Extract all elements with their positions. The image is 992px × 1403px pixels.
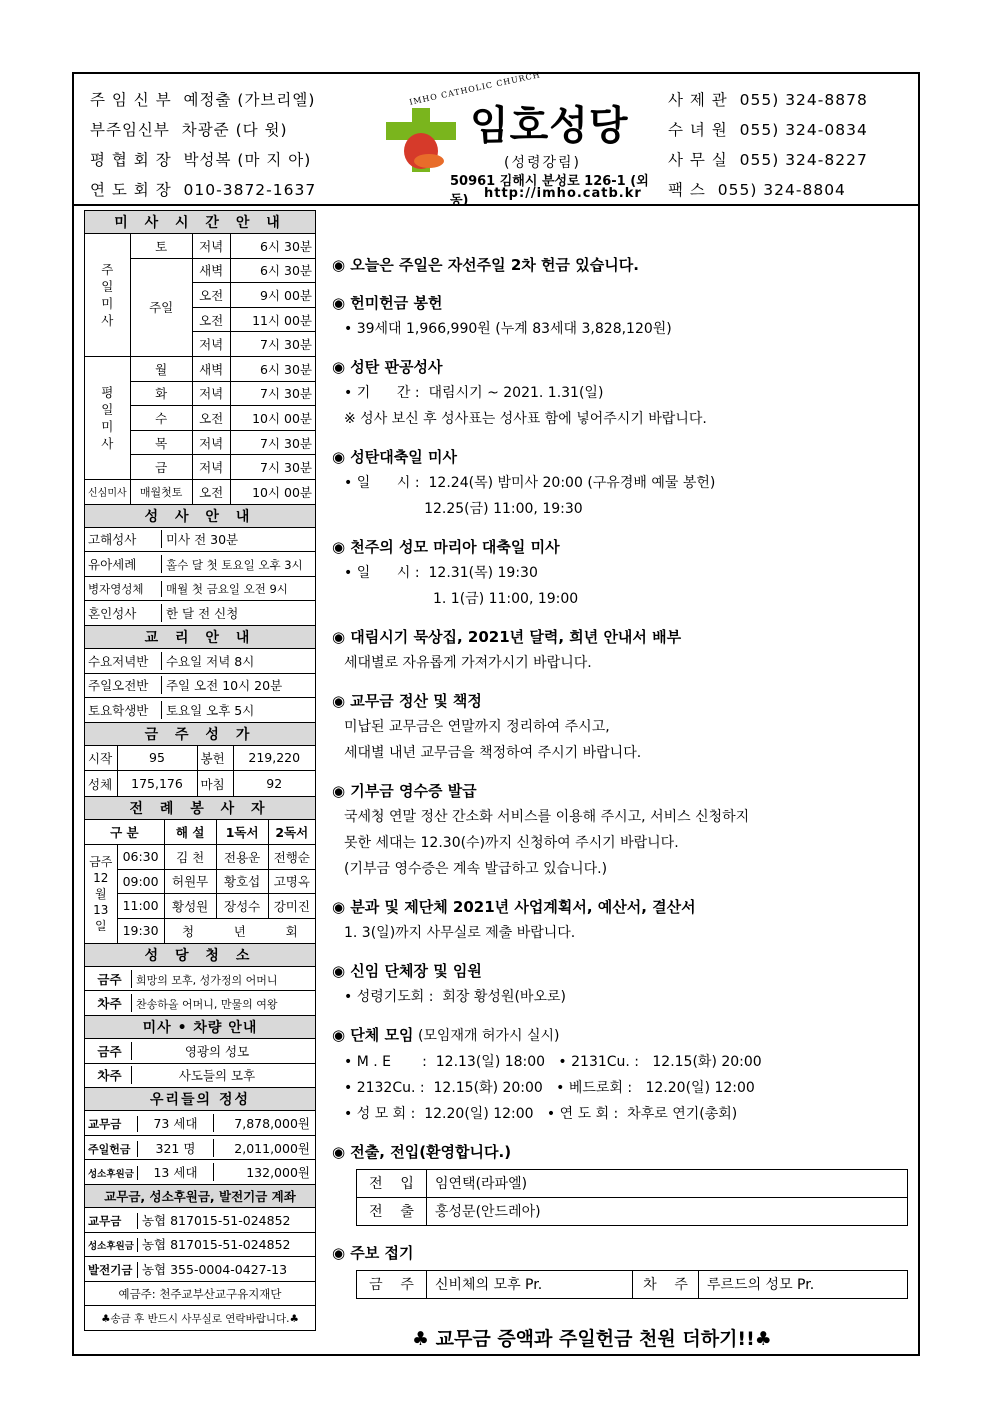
notice-heading: ◉ 오늘은 주일은 자선주일 2차 헌금 있습니다.: [332, 256, 639, 274]
notice-heading: ◉ 신임 단체장 및 임원: [332, 962, 482, 980]
info-sidebar: [84, 210, 316, 1331]
notice-item: [332, 290, 912, 342]
hymn-label: 성체: [85, 771, 117, 796]
account-row: 발전기금 농협 355-0004-0427-13: [85, 1257, 316, 1282]
servers-name: 황호섭: [216, 869, 268, 894]
mass-period: 저녁: [192, 234, 230, 259]
notice-heading: ◉ 단체 모임 (모임재개 허가시 실시): [332, 1026, 560, 1044]
mass-period: 새벽: [192, 356, 230, 381]
sacrament-row: 고해성사 미사 전 30분: [85, 527, 316, 552]
notice-item: [332, 252, 912, 278]
mass-period: 오전: [192, 479, 230, 504]
servers-header: 구 분: [85, 820, 164, 845]
doctrine-row: 토요학생반 토요일 오후 5시: [85, 698, 316, 723]
notice-line: 12.25(금) 11:00, 19:30: [344, 501, 583, 517]
bulletin-label: 차 주: [633, 1271, 699, 1299]
servers-time: 11:00: [117, 894, 164, 919]
notice-line: 1. 1(금) 11:00, 19:00: [344, 591, 579, 607]
church-logo: [374, 70, 654, 208]
flame-icon-base: [414, 154, 444, 168]
mass-time: 6시 30분: [230, 258, 315, 283]
mass-period: 오전: [192, 406, 230, 431]
servers-name: 장성수: [216, 894, 268, 919]
vehicle-row: 금주 영광의 성모: [85, 1039, 316, 1064]
hymn-row: [85, 745, 316, 771]
notice-heading: ◉ 기부금 영수증 발급: [332, 782, 477, 800]
header-right-row: 사 제 관 055) 324-8878: [668, 91, 868, 109]
cleaning-row: 금주 희망의 모후, 성가정의 어머니: [85, 966, 316, 991]
doctrine-title: 교 리 안 내: [85, 625, 316, 648]
account-row: 교무금 농협 817015-51-024852: [85, 1208, 316, 1233]
mass-day: 매월첫토: [130, 479, 192, 504]
bulletin-value: 루르드의 성모 Pr.: [699, 1271, 908, 1299]
account-holder: 예금주: 천주교부산교구유지재단: [85, 1281, 316, 1306]
church-url[interactable]: http://imho.catb.kr: [484, 186, 642, 201]
doctrine-row: 주일오전반 주일 오전 10시 20분: [85, 673, 316, 698]
notice-line: • 39세대 1,966,990원 (누계 83세대 3,828,120원): [344, 321, 672, 337]
mass-time: 11시 00분: [230, 307, 315, 332]
mass-period: 새벽: [192, 258, 230, 283]
doctrine-row: 수요저녁반 수요일 저녁 8시: [85, 648, 316, 673]
header-right-row: 팩 스 055) 324-8804: [668, 181, 846, 199]
mass-time: 10시 00분: [230, 479, 315, 504]
notice-line: • 2132Cu. : 12.15(화) 20:00 • 베드로회 : 12.20(일) 12:00: [344, 1080, 755, 1096]
accounts-title: 교무금, 성소후원금, 발전기금 계좌: [85, 1185, 316, 1208]
mass-title: 미 사 시 간 안 내: [85, 211, 316, 234]
servers-name: 허원무: [164, 869, 216, 894]
mass-period: 저녁: [192, 455, 230, 480]
notice-item: [332, 1022, 912, 1127]
hymn-row: [85, 771, 316, 797]
notice-line: 못한 세대는 12.30(수)까지 신청하여 주시기 바랍니다.: [344, 835, 679, 851]
notice-line: • 성 모 회 : 12.20(일) 12:00 • 연 도 회 : 차후로 연기(총회): [344, 1106, 738, 1122]
hymn-label: 시작: [85, 746, 117, 771]
mass-period: 오전: [192, 283, 230, 308]
servers-time: 06:30: [117, 844, 164, 869]
vehicle-title: 미사 • 차량 안내: [85, 1016, 316, 1039]
notice-item: [332, 778, 912, 882]
header-left-row: 평 협 회 장 박성복 (마 지 아): [90, 151, 312, 169]
servers-name: 청 년 회: [181, 923, 298, 939]
servers-name: 강미진: [268, 894, 315, 919]
servers-date-label: 금주 12 월 13 일: [85, 844, 117, 942]
offering-title: 우리들의 정성: [85, 1088, 316, 1111]
notice-item: [332, 624, 912, 676]
hymn-value: 95: [117, 746, 197, 771]
header-left-row: 부주임신부 차광준 (다 윗): [90, 121, 288, 139]
bulletin-page: [72, 72, 920, 1356]
header-left-row: 주 임 신 부 예정출 (가브리엘): [90, 91, 316, 109]
notice-line: (기부금 영수증은 계속 발급하고 있습니다.): [344, 861, 608, 877]
mass-time: 9시 00분: [230, 283, 315, 308]
hymn-value: 175,176: [117, 771, 197, 796]
notice-line: • M . E : 12.13(일) 18:00 • 2131Cu. : 12.15(화) 20:00: [344, 1054, 762, 1070]
mass-time: 7시 30분: [230, 381, 315, 406]
sacrament-row: 병자영성체 매월 첫 금요일 오전 9시: [85, 576, 316, 601]
header-right-row: 수 녀 원 055) 324-0834: [668, 121, 868, 139]
bulletin-table: [356, 1270, 908, 1299]
bulletin-section: [332, 1240, 912, 1299]
mass-day: 화: [130, 381, 192, 406]
notice-item: [332, 444, 912, 522]
cleaning-title: 성 당 청 소: [85, 943, 316, 966]
notice-heading-sub: (모임재개 허가시 실시): [413, 1028, 560, 1044]
offering-row: 교무금 73 세대 7,878,000원: [85, 1111, 316, 1136]
vehicle-row: 차주 사도들의 모후: [85, 1063, 316, 1088]
mass-day: 토: [130, 234, 192, 259]
notices: [332, 252, 912, 1311]
notice-line: • 기 간 : 대림시기 ~ 2021. 1.31(일): [344, 385, 604, 401]
servers-name: 김 천: [164, 844, 216, 869]
transfer-table: [356, 1169, 908, 1226]
sacrament-title: 성 사 안 내: [85, 504, 316, 527]
notice-heading: ◉ 전출, 전입(환영합니다.): [332, 1143, 512, 1161]
notice-line: 세대별 내년 교무금을 책정하여 주시기 바랍니다.: [344, 745, 642, 761]
header: [74, 70, 918, 208]
notice-list: [332, 252, 912, 1127]
cleaning-row: 차주 찬송하올 어머니, 만물의 여왕: [85, 991, 316, 1016]
transfer-label: 전 입: [357, 1170, 427, 1198]
bulletin-value: 신비체의 모후 Pr.: [427, 1271, 633, 1299]
servers-name: 고명옥: [268, 869, 315, 894]
header-right-row: 사 무 실 055) 324-8227: [668, 151, 868, 169]
servers-name: 황성원: [164, 894, 216, 919]
church-name: 임호성당: [470, 103, 629, 149]
notice-item: [332, 958, 912, 1010]
notice-heading: ◉ 교무금 정산 및 책정: [332, 692, 482, 710]
account-note: ♣송금 후 반드시 사무실로 연락바랍니다.♣: [85, 1306, 316, 1331]
notice-item: [332, 894, 912, 946]
hymn-title: 금 주 성 가: [85, 722, 316, 745]
notice-line: 세대별로 자유롭게 가져가시기 바랍니다.: [344, 655, 592, 671]
bulletin-label: 금 주: [357, 1271, 427, 1299]
sacrament-row: 유아세례 홀수 달 첫 토요일 오후 3시: [85, 552, 316, 577]
servers-time: 19:30: [117, 918, 164, 943]
account-row: 성소후원금 농협 817015-51-024852: [85, 1232, 316, 1257]
weekday-mass-label: 평 일 미 사: [85, 356, 131, 479]
church-address: 50961 김해시 분성로 126-1 (외동): [450, 174, 649, 208]
mass-day: 주일: [130, 258, 192, 356]
notice-heading: ◉ 천주의 성모 마리아 대축일 미사: [332, 538, 560, 556]
offering-row: 주일헌금 321 명 2,011,000원: [85, 1135, 316, 1160]
mass-period: 저녁: [192, 381, 230, 406]
notice-item: [332, 534, 912, 612]
transfer-name: 임연택(라파엘): [427, 1170, 908, 1198]
mass-time: 6시 30분: [230, 356, 315, 381]
notice-heading: ◉ 성탄대축일 미사: [332, 448, 457, 466]
mass-time: 7시 30분: [230, 430, 315, 455]
info-table: [84, 210, 316, 1331]
hymn-label: 봉헌: [197, 746, 233, 771]
notice-line: • 일 시 : 12.24(목) 밤미사 20:00 (구유경배 예물 봉헌): [344, 475, 716, 491]
mass-time: 10시 00분: [230, 406, 315, 431]
header-left-row: 연 도 회 장 010-3872-1637: [90, 181, 317, 199]
heart-mass-label: 신심미사: [85, 479, 131, 504]
notice-heading: ◉ 분과 및 제단체 2021년 사업계획서, 예산서, 결산서: [332, 898, 696, 916]
mass-day: 금: [130, 455, 192, 480]
servers-header: 1독서: [216, 820, 268, 845]
mass-time: 7시 30분: [230, 455, 315, 480]
notice-line: • 일 시 : 12.31(목) 19:30: [344, 565, 538, 581]
notice-heading: ◉ 주보 접기: [332, 1244, 414, 1262]
mass-period: 오전: [192, 307, 230, 332]
notice-item: [332, 354, 912, 432]
mass-day: 목: [130, 430, 192, 455]
footer-slogan: ♣ 교무금 증액과 주일헌금 천원 더하기!!♣: [412, 1328, 772, 1350]
notice-line: • 성령기도회 : 회장 황성원(바오로): [344, 989, 566, 1005]
notice-line: 1. 3(일)까지 사무실로 제출 바랍니다.: [344, 925, 576, 941]
hymn-value: 219,220: [248, 750, 301, 766]
servers-name: 전행순: [268, 844, 315, 869]
mass-period: 저녁: [192, 332, 230, 357]
transfer-section: [332, 1139, 912, 1226]
hymn-value: 92: [266, 776, 283, 792]
servers-time: 09:00: [117, 869, 164, 894]
servers-header: 2독서: [268, 820, 315, 845]
servers-title: 전 례 봉 사 자: [85, 796, 316, 819]
servers-block: [85, 819, 316, 943]
mass-day: 월: [130, 356, 192, 381]
transfer-label: 전 출: [357, 1198, 427, 1226]
mass-time: 6시 30분: [230, 234, 315, 259]
church-subtitle: (성령강림): [504, 155, 582, 171]
notice-line: 미납된 교무금은 연말까지 정리하여 주시고,: [344, 719, 610, 735]
servers-header: 해 설: [164, 820, 216, 845]
notice-heading: ◉ 대림시기 묵상집, 2021년 달력, 희년 안내서 배부: [332, 628, 682, 646]
hymn-label: 마침: [197, 771, 233, 796]
sacrament-row: 혼인성사 한 달 전 신청: [85, 601, 316, 626]
notice-heading: ◉ 성탄 판공성사: [332, 358, 443, 376]
notice-line: 국세청 연말 정산 간소화 서비스를 이용해 주시고, 서비스 신청하지: [344, 809, 750, 825]
servers-name: 전용운: [216, 844, 268, 869]
notice-line: ※ 성사 보신 후 성사표는 성사표 함에 넣어주시기 바랍니다.: [344, 411, 707, 427]
transfer-name: 홍성문(안드레아): [427, 1198, 908, 1226]
mass-time: 7시 30분: [230, 332, 315, 357]
sunday-mass-label: 주 일 미 사: [85, 234, 131, 357]
mass-period: 저녁: [192, 430, 230, 455]
logo-arc-text: IMHO CATHOLIC CHURCH: [408, 70, 542, 107]
offering-row: 성소후원금 13 세대 132,000원: [85, 1160, 316, 1185]
notice-item: [332, 688, 912, 766]
notice-heading: ◉ 헌미헌금 봉헌: [332, 294, 443, 312]
mass-day: 수: [130, 406, 192, 431]
